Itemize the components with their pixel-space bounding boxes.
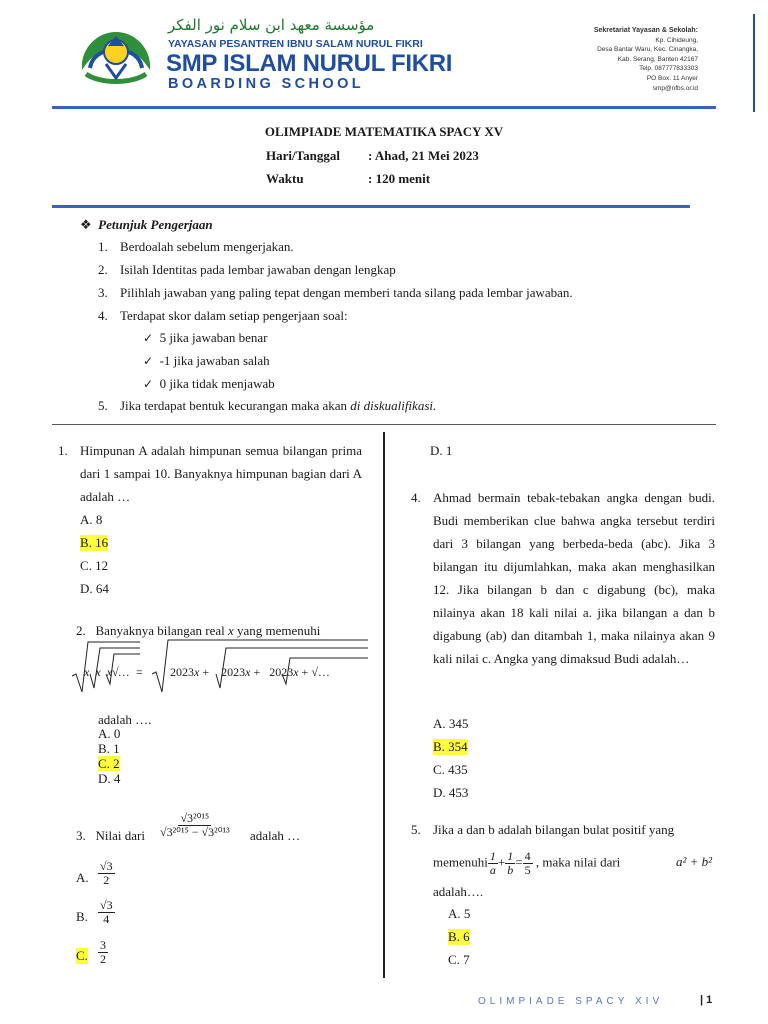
address-line: smp@nfbs.or.id — [652, 84, 698, 92]
foundation-name: YAYASAN PESANTREN IBNU SALAM NURUL FIKRI — [168, 38, 423, 50]
option: A. 5 — [448, 906, 471, 921]
question-3-label: 3. Nilai dari — [76, 828, 145, 843]
instruction-item: 3. Pilihlah jawaban yang paling tepat dengan memberi tanda silang pada lembar jawaban. — [98, 285, 573, 300]
option-fraction: $\frac{√3}{2}$ — [100, 859, 113, 887]
score-item: ✓ 0 jika tidak menjawab — [143, 376, 275, 391]
option: D. 64 — [80, 581, 109, 596]
school-name: SMP ISLAM NURUL FIKRI — [166, 50, 453, 77]
option: D. 453 — [433, 785, 469, 800]
option: D. 4 — [98, 771, 121, 786]
address-title: Sekretariat Yayasan & Sekolah: — [593, 27, 698, 34]
exam-title: OLIMPIADE MATEMATIKA SPACY XV — [264, 124, 504, 139]
title-divider — [52, 205, 690, 208]
option-highlighted: B. 16 — [80, 535, 109, 550]
column-separator — [383, 432, 385, 978]
address-line: Kab. Serang, Banten 42167 — [617, 55, 698, 63]
option-fraction: $\frac{√3}{4}$ — [100, 898, 113, 926]
equation-right: 2023x + 2023x + 2023x + √… — [170, 665, 330, 679]
question-2: 2. Banyaknya bilangan real x yang memenuhi — [76, 623, 321, 638]
arabic-name: مؤسسة معهد ابن سلام نور الفكر — [168, 16, 375, 34]
instructions-heading-text: Petunjuk Pengerjaan — [98, 217, 213, 232]
score-item: ✓ -1 jika jawaban salah — [143, 353, 270, 368]
school-logo — [76, 24, 156, 88]
time-value: : 120 menit — [368, 171, 431, 186]
option-label: A. — [76, 870, 89, 885]
option: C. 435 — [433, 762, 468, 777]
question-2-equation — [70, 638, 370, 696]
header-divider — [52, 106, 716, 109]
question-4-text: Ahmad bermain tebak-tebakan angka dengan budi. Budi memberikan clue bahwa angka tersebut terdiri dari 3 bilangan yang berbeda-beda (abc). Jika 3 bilangan itu dijumlahkan, maka akan menghasilkan 12. Jika bilangan b dan c digabung (bc), maka nilainya akan 18 kali nilai a. jika bilangan a dan b digabung (ab) dan ditambah 1, maka nilainya akan 9 kali nilai c. Angka yang dimaksud Budi adalah… — [433, 490, 715, 666]
option: C. 7 — [448, 952, 470, 967]
question-number: 5. — [411, 822, 421, 837]
address-block — [594, 26, 698, 93]
question-5-line1: Jika a dan b adalah bilangan bulat positif yang — [433, 822, 675, 837]
question-number: 1. — [58, 443, 68, 458]
address-line: Telp. 087777833303 — [639, 65, 698, 73]
instruction-item: 5. Jika terdapat bentuk kecurangan maka akan di diskualifikasi. — [98, 398, 437, 413]
address-line: PO Box. 11 Anyer — [646, 74, 698, 82]
option-highlighted: C. 2 — [98, 756, 120, 771]
question-5-expression: a² + b² — [676, 854, 713, 869]
boarding-label: BOARDING SCHOOL — [168, 76, 364, 92]
equation-left: x x x√… = — [84, 665, 144, 679]
time-label: Waktu — [266, 171, 304, 186]
header-vertical-rule — [753, 14, 755, 112]
score-item: ✓ 5 jika jawaban benar — [143, 330, 268, 345]
footer-label: OLIMPIADE SPACY XIV — [478, 996, 664, 1007]
option: B. 1 — [98, 741, 120, 756]
address-line: Desa Bantar Waru, Kec. Cinangka, — [597, 46, 698, 54]
question-number: 4. — [411, 490, 421, 505]
option-highlighted: B. 6 — [448, 929, 470, 944]
check-icon: ✓ — [143, 331, 154, 345]
address-line: Kp. Cihideung, — [655, 36, 698, 44]
day-label: Hari/Tanggal — [266, 148, 340, 163]
option: C. 12 — [80, 558, 109, 573]
question-2-tail: adalah …. — [98, 712, 152, 727]
check-icon: ✓ — [143, 377, 154, 391]
instruction-item: 2. Isilah Identitas pada lembar jawaban dengan lengkap — [98, 262, 396, 277]
day-value: : Ahad, 21 Mei 2023 — [368, 148, 479, 163]
option-label-highlighted: C. — [76, 948, 88, 963]
instruction-item: 4. Terdapat skor dalam setiap pengerjaan soal: — [98, 308, 348, 323]
instructions-heading — [80, 217, 213, 233]
question-5-tail: adalah…. — [433, 884, 484, 899]
option: A. 8 — [80, 512, 103, 527]
option: D. 1 — [430, 443, 453, 458]
instruction-item: 1. Berdoalah sebelum mengerjakan. — [98, 239, 294, 254]
instructions-divider — [52, 424, 716, 425]
option: A. 0 — [98, 726, 121, 741]
question-5-line2: memenuhi $\frac{1}{a}$ + $\frac{1}{b}$ = $\frac{4}{5}$ , maka nilai dari — [433, 849, 621, 877]
option: A. 345 — [433, 716, 469, 731]
option-label: B. — [76, 909, 88, 924]
option-highlighted: B. 354 — [433, 739, 468, 754]
option-fraction: $\frac{3}{2}$ — [100, 938, 106, 966]
page-number: | 1 — [700, 994, 713, 1006]
question-3-tail: adalah … — [250, 828, 301, 843]
check-icon: ✓ — [143, 354, 154, 368]
question-3-fraction: $\frac{\text{√3²⁰¹⁵}}{\text{√3²⁰¹⁵ − √3²⁰¹³}}$ — [160, 811, 230, 839]
diamond-bullet-icon: ❖ — [80, 218, 92, 233]
question-1-text: Himpunan A adalah himpunan semua bilangan prima dari 1 sampai 10. Banyaknya himpunan bagian dari A adalah … — [80, 443, 362, 504]
